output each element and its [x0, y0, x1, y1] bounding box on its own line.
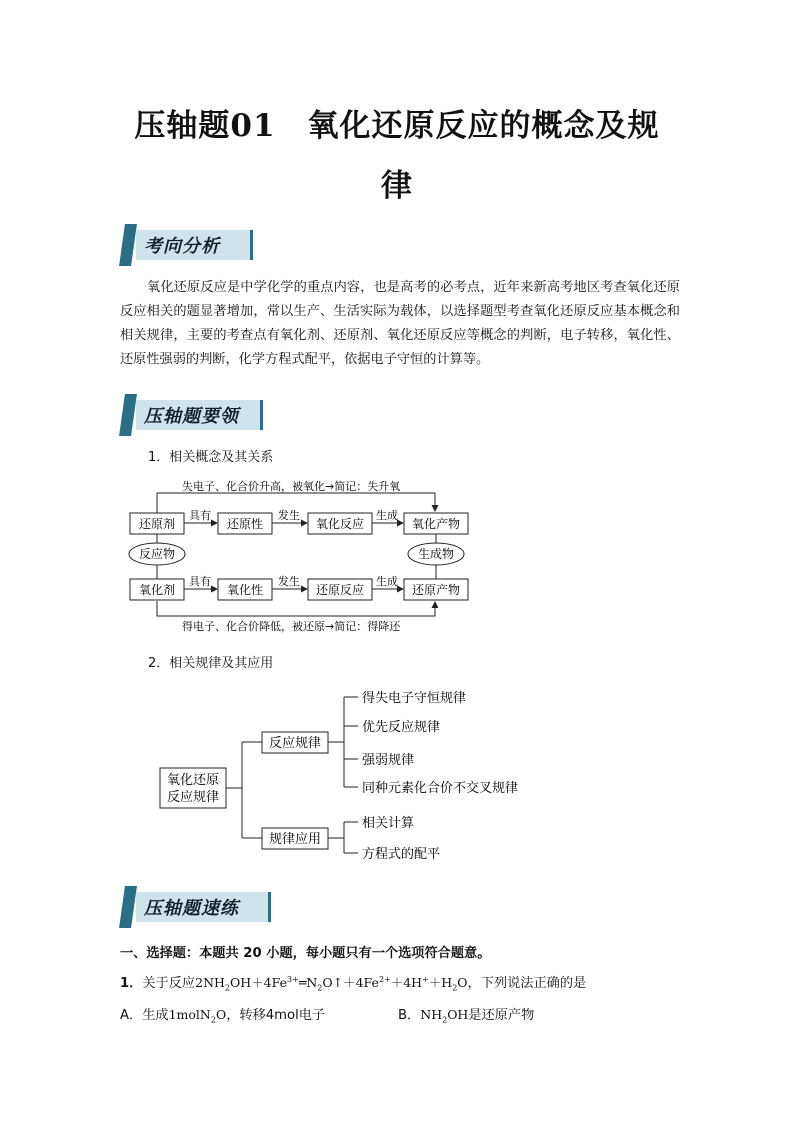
- leaf-equation-balancing: 方程式的配平: [362, 847, 441, 862]
- option-a-formula: 1molN$_2$O: [168, 1007, 227, 1025]
- reduction-reaction-box: 还原反应: [315, 583, 365, 597]
- reducibility-box: 还原性: [226, 517, 264, 531]
- rules-tree-diagram: [0, 680, 794, 880]
- arrow-label-form-2: 生成: [376, 575, 398, 588]
- question-1-option-a[interactable]: [120, 1004, 325, 1025]
- question-1-equation: $2NH_2OH+4Fe^{3+}═N_2O↑+4Fe^{2+}+4H^++H_2O$: [195, 974, 468, 993]
- oxidizing-agent-box: 氧化剂: [138, 583, 176, 597]
- question-1-stem-post: ，下列说法正确的是: [467, 976, 587, 991]
- subheading-concepts: 1．相关概念及其关系: [148, 450, 274, 465]
- branch-rule-application: 规律应用: [268, 832, 322, 847]
- leaf-electron-conservation: 得失电子守恒规律: [362, 691, 467, 706]
- option-b-formula: $NH_2OH$: [420, 1007, 469, 1025]
- product-oval: 生成物: [417, 547, 455, 561]
- option-a-label: A．生成: [120, 1008, 169, 1023]
- section-heading: 一、选择题：本题共 20 小题，每小题只有一个选项符合题意。: [120, 946, 491, 961]
- arrow-label-undergo-2: 发生: [278, 575, 300, 588]
- banner-practice-label: 压轴题速练: [144, 898, 239, 919]
- arrow-label-form-1: 生成: [376, 509, 398, 522]
- leaf-strength-rule: 强弱规律: [362, 753, 415, 768]
- root-line-2: 反应规律: [166, 790, 220, 805]
- option-a-text: ，转移4mol电子: [226, 1008, 326, 1023]
- arrow-label-undergo-1: 发生: [278, 509, 300, 522]
- question-1-stem: [120, 972, 586, 993]
- title-line-1: 压轴题01 氧化还原反应的概念及规: [134, 108, 660, 144]
- arrow-label-has-1: 具有: [189, 509, 211, 522]
- page-title: [60, 96, 734, 216]
- reactant-oval: 反应物: [138, 547, 176, 561]
- question-1-option-b[interactable]: [398, 1004, 534, 1025]
- bottom-note: 得电子、化合价降低，被还原→简记：得降还: [182, 620, 401, 633]
- top-note: 失电子、化合价升高，被氧化→简记：失升氧: [182, 480, 401, 493]
- question-1-number: 1．: [120, 976, 143, 991]
- reducing-agent-box: 还原剂: [138, 517, 176, 531]
- leaf-related-calculation: 相关计算: [362, 816, 415, 831]
- leaf-priority-reaction: 优先反应规律: [362, 720, 441, 735]
- banner-analysis-label: 考向分析: [144, 236, 220, 257]
- reduction-product-box: 还原产物: [411, 583, 461, 597]
- subheading-rules: 2．相关规律及其应用: [148, 656, 274, 671]
- oxidizability-box: 氧化性: [226, 583, 264, 597]
- banner-key-points-label: 压轴题要领: [144, 406, 239, 427]
- oxidation-product-box: 氧化产物: [411, 517, 461, 531]
- oxidation-reaction-box: 氧化反应: [315, 517, 365, 531]
- leaf-no-cross-rule: 同种元素化合价不交叉规律: [362, 781, 519, 796]
- root-line-1: 氧化还原: [166, 773, 220, 788]
- title-line-2: 律: [381, 168, 413, 204]
- concept-relation-diagram: [0, 472, 794, 672]
- option-b-text: 是还原产物: [468, 1008, 535, 1023]
- question-1-stem-pre: 关于反应: [142, 976, 196, 991]
- option-b-label: B．: [398, 1008, 421, 1023]
- branch-reaction-rules: 反应规律: [268, 736, 322, 751]
- analysis-paragraph: 氧化还原反应是中学化学的重点内容，也是高考的必考点，近年来新高考地区考查氧化还原反应相关的题显著增加，常以生产、生活实际为载体，以选择题型考查氧化还原反应基本概念和相关规律，主要的考查点有氧化剂、还原剂、氧化还原反应等概念的判断，电子转移，氧化性、还原性强弱的判断，化学方程式配平，依据电子守恒的计算等。: [120, 280, 680, 367]
- arrow-label-has-2: 具有: [189, 575, 211, 588]
